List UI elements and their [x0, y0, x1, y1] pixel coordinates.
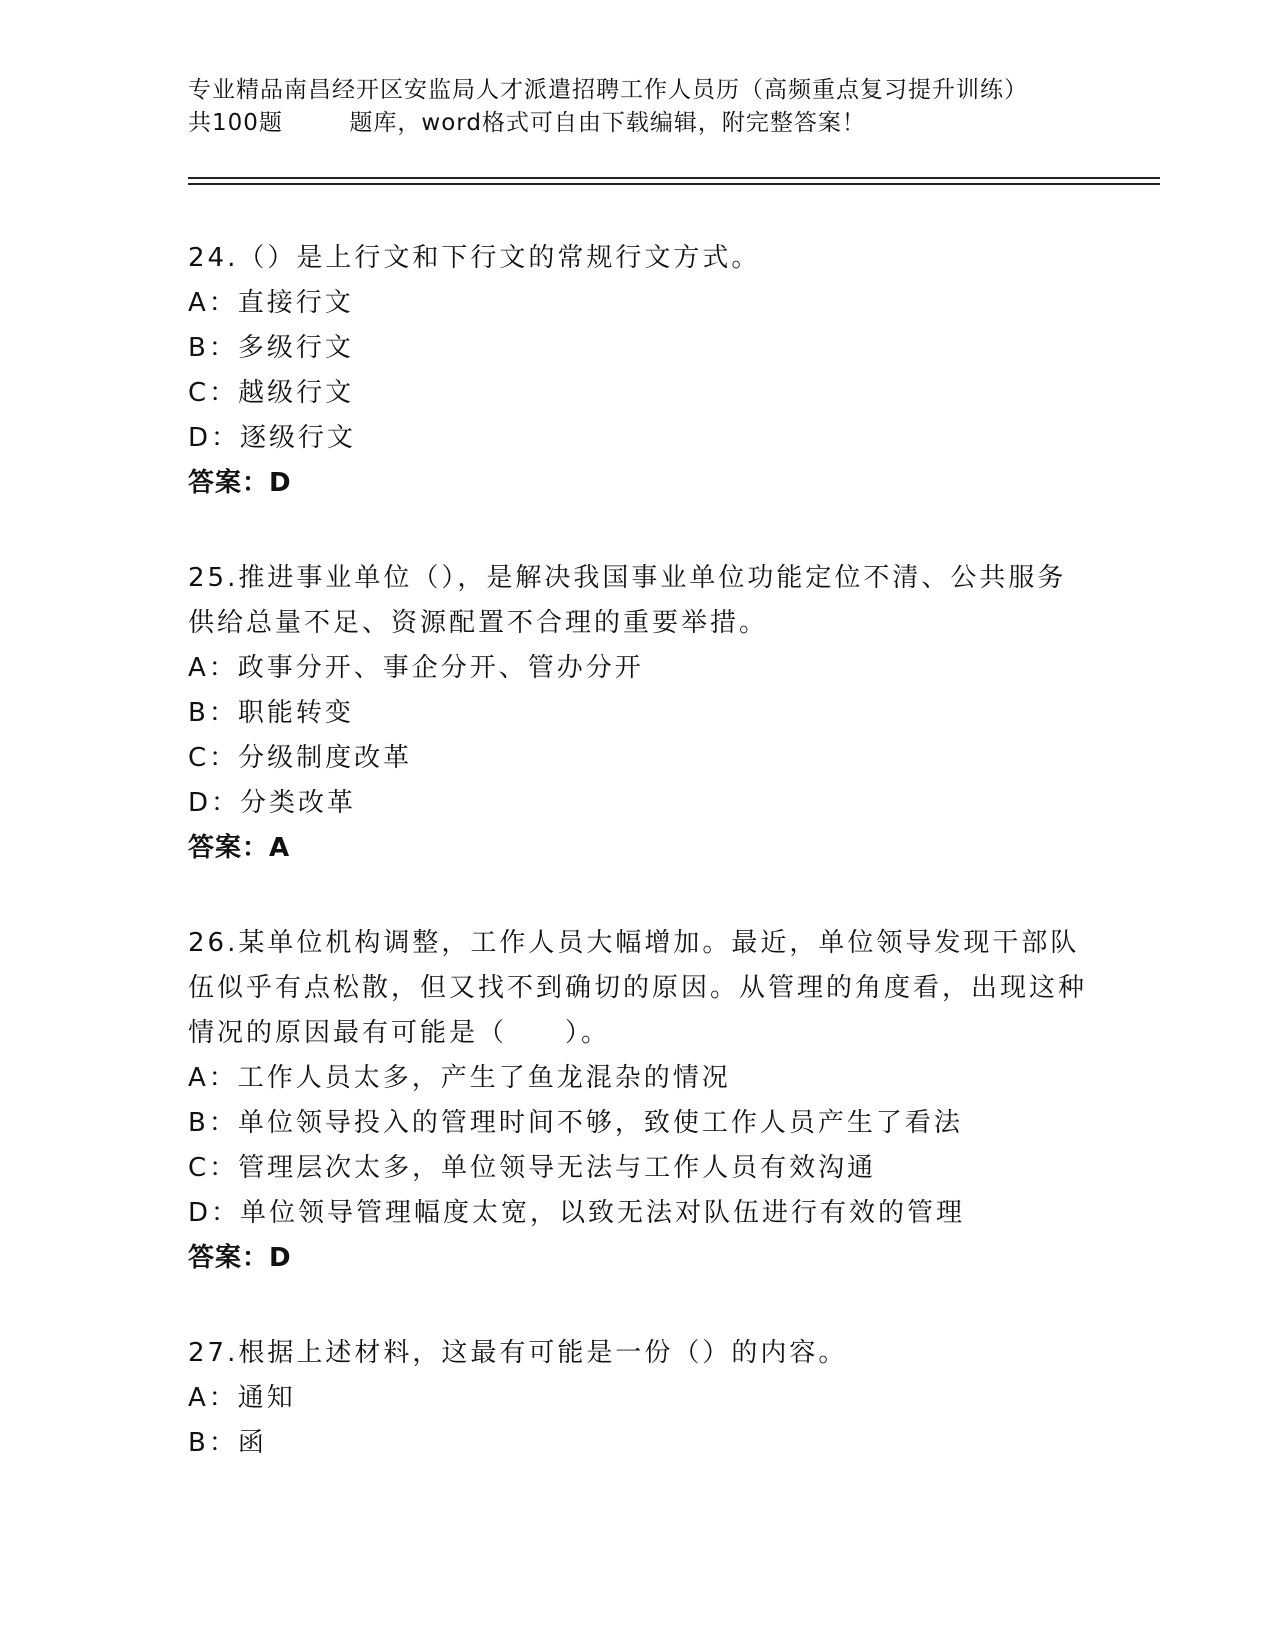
option-d: D：分类改革	[188, 788, 357, 818]
option-d: D：逐级行文	[188, 423, 357, 453]
option-a: A：直接行文	[188, 288, 354, 318]
answer: 答案：A	[188, 833, 291, 863]
answer: 答案：D	[188, 1243, 292, 1273]
question-text: 26.某单位机构调整，工作人员大幅增加。最近，单位领导发现干部队伍似乎有点松散，但又找不到确切的原因。从管理的角度看，出现这种情况的原因最有可能是（ ）。	[188, 928, 1088, 1048]
option-a: A：通知	[188, 1383, 296, 1413]
option-a: A：工作人员太多，产生了鱼龙混杂的情况	[188, 1063, 731, 1093]
option-c: C：越级行文	[188, 378, 355, 408]
option-b: B：多级行文	[188, 333, 354, 363]
option-d: D：单位领导管理幅度太宽，以致无法对队伍进行有效的管理	[188, 1198, 966, 1228]
question-24	[188, 236, 1088, 506]
question-27	[188, 1331, 1088, 1466]
option-a: A：政事分开、事企分开、管办分开	[188, 653, 644, 683]
header-divider-bottom	[188, 183, 1160, 185]
question-text: 27.根据上述材料，这最有可能是一份（）的内容。	[188, 1338, 848, 1368]
option-c: C：分级制度改革	[188, 743, 413, 773]
document-header	[188, 74, 1148, 140]
question-26	[188, 921, 1088, 1281]
header-title: 专业精品南昌经开区安监局人才派遣招聘工作人员历（高频重点复习提升训练）	[188, 77, 1028, 103]
option-b: B：函	[188, 1428, 267, 1458]
question-text: 24.（）是上行文和下行文的常规行文方式。	[188, 243, 761, 273]
option-b: B：单位领导投入的管理时间不够，致使工作人员产生了看法	[188, 1108, 963, 1138]
header-subtitle: 共100题 题库，word格式可自由下载编辑，附完整答案！	[188, 110, 866, 136]
option-b: B：职能转变	[188, 698, 354, 728]
answer: 答案：D	[188, 468, 292, 498]
question-text: 25.推进事业单位（），是解决我国事业单位功能定位不清、公共服务供给总量不足、资源配置不合理的重要举措。	[188, 563, 1067, 638]
header-divider-top	[188, 177, 1160, 179]
question-25	[188, 556, 1088, 871]
option-c: C：管理层次太多，单位领导无法与工作人员有效沟通	[188, 1153, 877, 1183]
